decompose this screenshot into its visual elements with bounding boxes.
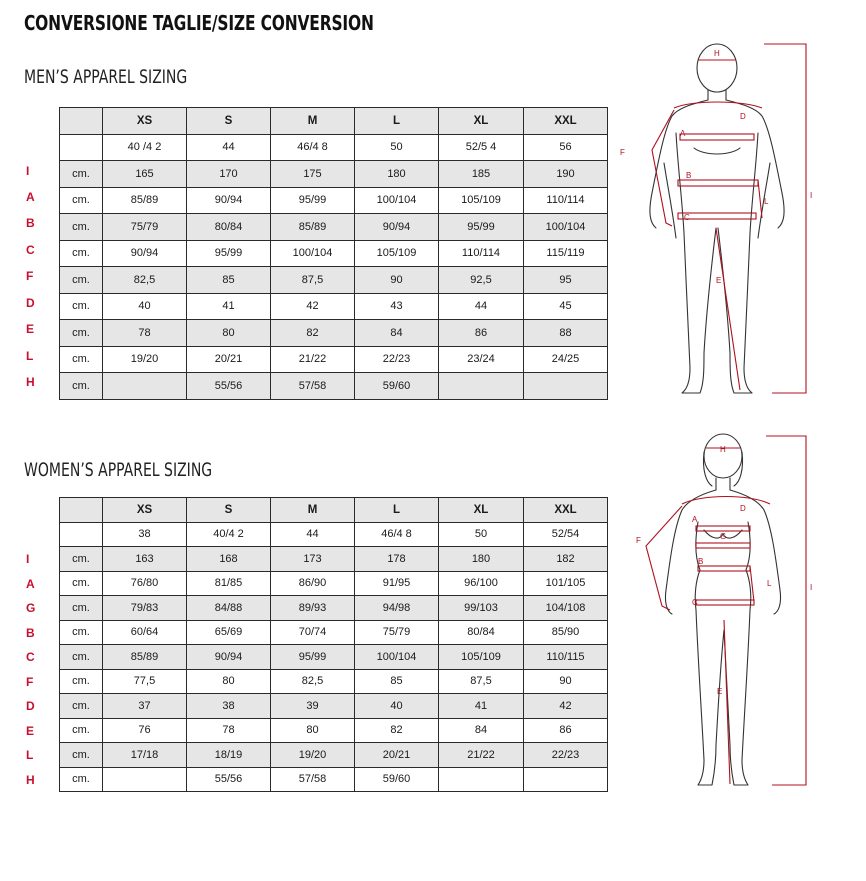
value-cell: 57/58 bbox=[271, 373, 355, 400]
women-measure-letter-i: I bbox=[26, 552, 30, 566]
women-size-header-row bbox=[60, 498, 608, 523]
unit-cell: cm. bbox=[60, 596, 103, 621]
men-section-title: MEN’S APPAREL SIZING bbox=[24, 66, 188, 88]
value-cell: 42 bbox=[271, 293, 355, 320]
eu-size-cell: 44 bbox=[187, 134, 271, 161]
value-cell: 185 bbox=[439, 161, 524, 188]
value-cell: 100/104 bbox=[355, 645, 439, 670]
table-row bbox=[60, 767, 608, 792]
value-cell: 44 bbox=[439, 293, 524, 320]
page-title: CONVERSIONE TAGLIE/SIZE CONVERSION bbox=[24, 11, 374, 35]
men-measure-letter-d: D bbox=[26, 296, 35, 310]
men-measure-letter-i: I bbox=[26, 164, 30, 178]
value-cell: 23/24 bbox=[439, 346, 524, 373]
value-cell: 95/99 bbox=[439, 214, 524, 241]
value-cell: 90/94 bbox=[187, 645, 271, 670]
value-cell: 21/22 bbox=[439, 743, 524, 768]
value-cell: 78 bbox=[187, 718, 271, 743]
figure-label-l: L bbox=[764, 197, 769, 206]
unit-cell: cm. bbox=[60, 373, 103, 400]
women-measure-letter-b: B bbox=[26, 626, 35, 640]
value-cell: 41 bbox=[187, 293, 271, 320]
figure-label-l: L bbox=[767, 579, 772, 588]
value-cell: 115/119 bbox=[524, 240, 608, 267]
value-cell: 96/100 bbox=[439, 571, 524, 596]
value-cell: 163 bbox=[103, 547, 187, 572]
men-size-table bbox=[59, 107, 608, 400]
value-cell: 82,5 bbox=[103, 267, 187, 294]
value-cell: 90/94 bbox=[103, 240, 187, 267]
size-header-xxl: XXL bbox=[524, 498, 608, 523]
value-cell: 100/104 bbox=[271, 240, 355, 267]
value-cell: 70/74 bbox=[271, 620, 355, 645]
table-row bbox=[60, 214, 608, 241]
women-measure-letter-c: C bbox=[26, 650, 35, 664]
men-measure-letter-f: F bbox=[26, 269, 34, 283]
eu-size-cell: 50 bbox=[439, 522, 524, 547]
eu-size-cell: 40 /4 2 bbox=[103, 134, 187, 161]
women-size-table bbox=[59, 497, 608, 792]
value-cell: 59/60 bbox=[355, 767, 439, 792]
table-row bbox=[60, 743, 608, 768]
unit-cell: cm. bbox=[60, 267, 103, 294]
value-cell: 168 bbox=[187, 547, 271, 572]
value-cell: 170 bbox=[187, 161, 271, 188]
table-row bbox=[60, 694, 608, 719]
figure-label-c: C bbox=[684, 213, 690, 222]
value-cell: 89/93 bbox=[271, 596, 355, 621]
value-cell: 75/79 bbox=[103, 214, 187, 241]
value-cell: 110/115 bbox=[524, 645, 608, 670]
size-header-xxl: XXL bbox=[524, 108, 608, 135]
value-cell: 80 bbox=[187, 320, 271, 347]
size-header-m: M bbox=[271, 498, 355, 523]
table-row bbox=[60, 320, 608, 347]
eu-size-cell: 38 bbox=[103, 522, 187, 547]
eu-size-cell: 50 bbox=[355, 134, 439, 161]
value-cell: 80 bbox=[271, 718, 355, 743]
figure-label-f: F bbox=[620, 148, 625, 157]
value-cell: 90/94 bbox=[187, 187, 271, 214]
figure-label-a: A bbox=[692, 515, 698, 524]
value-cell bbox=[103, 767, 187, 792]
size-header-l: L bbox=[355, 498, 439, 523]
men-eu-size-row bbox=[60, 134, 608, 161]
unit-cell: cm. bbox=[60, 767, 103, 792]
value-cell: 81/85 bbox=[187, 571, 271, 596]
unit-cell: cm. bbox=[60, 669, 103, 694]
women-measure-letter-d: D bbox=[26, 699, 35, 713]
eu-size-cell: 52/54 bbox=[524, 522, 608, 547]
value-cell: 78 bbox=[103, 320, 187, 347]
value-cell: 82 bbox=[355, 718, 439, 743]
value-cell: 43 bbox=[355, 293, 439, 320]
table-row bbox=[60, 620, 608, 645]
value-cell: 22/23 bbox=[524, 743, 608, 768]
figure-label-e: E bbox=[717, 687, 723, 696]
unit-cell: cm. bbox=[60, 214, 103, 241]
value-cell: 99/103 bbox=[439, 596, 524, 621]
empty-unit-cell bbox=[60, 522, 103, 547]
value-cell: 173 bbox=[271, 547, 355, 572]
unit-cell: cm. bbox=[60, 320, 103, 347]
value-cell: 40 bbox=[103, 293, 187, 320]
value-cell: 85 bbox=[355, 669, 439, 694]
men-measure-letter-l: L bbox=[26, 349, 34, 363]
value-cell: 110/114 bbox=[524, 187, 608, 214]
unit-cell: cm. bbox=[60, 346, 103, 373]
table-row bbox=[60, 547, 608, 572]
unit-cell: cm. bbox=[60, 718, 103, 743]
value-cell: 90 bbox=[524, 669, 608, 694]
value-cell: 55/56 bbox=[187, 373, 271, 400]
value-cell bbox=[524, 373, 608, 400]
table-row bbox=[60, 571, 608, 596]
women-section-title: WOMEN’S APPAREL SIZING bbox=[24, 459, 213, 481]
table-row bbox=[60, 187, 608, 214]
value-cell: 39 bbox=[271, 694, 355, 719]
value-cell: 100/104 bbox=[524, 214, 608, 241]
value-cell: 55/56 bbox=[187, 767, 271, 792]
men-size-header-row bbox=[60, 108, 608, 135]
value-cell: 65/69 bbox=[187, 620, 271, 645]
male-body-measurement-icon bbox=[612, 38, 812, 400]
size-header-xs: XS bbox=[103, 498, 187, 523]
table-row bbox=[60, 161, 608, 188]
value-cell: 79/83 bbox=[103, 596, 187, 621]
figure-label-d: D bbox=[740, 112, 746, 121]
value-cell: 75/79 bbox=[355, 620, 439, 645]
value-cell: 104/108 bbox=[524, 596, 608, 621]
value-cell bbox=[524, 767, 608, 792]
women-measure-letter-l: L bbox=[26, 748, 34, 762]
value-cell: 85/89 bbox=[271, 214, 355, 241]
value-cell: 110/114 bbox=[439, 240, 524, 267]
table-row bbox=[60, 346, 608, 373]
table-row bbox=[60, 373, 608, 400]
women-measure-letter-f: F bbox=[26, 675, 34, 689]
value-cell: 45 bbox=[524, 293, 608, 320]
value-cell: 105/109 bbox=[439, 187, 524, 214]
men-measure-letter-a: A bbox=[26, 190, 35, 204]
value-cell: 88 bbox=[524, 320, 608, 347]
value-cell: 100/104 bbox=[355, 187, 439, 214]
value-cell: 94/98 bbox=[355, 596, 439, 621]
value-cell: 165 bbox=[103, 161, 187, 188]
unit-cell: cm. bbox=[60, 293, 103, 320]
eu-size-cell: 46/4 8 bbox=[355, 522, 439, 547]
unit-cell: cm. bbox=[60, 743, 103, 768]
value-cell: 57/58 bbox=[271, 767, 355, 792]
value-cell: 86/90 bbox=[271, 571, 355, 596]
eu-size-cell: 56 bbox=[524, 134, 608, 161]
corner-cell bbox=[60, 108, 103, 135]
table-row bbox=[60, 718, 608, 743]
value-cell: 18/19 bbox=[187, 743, 271, 768]
value-cell: 60/64 bbox=[103, 620, 187, 645]
women-measure-letter-h: H bbox=[26, 773, 35, 787]
value-cell: 17/18 bbox=[103, 743, 187, 768]
value-cell: 105/109 bbox=[355, 240, 439, 267]
value-cell: 42 bbox=[524, 694, 608, 719]
value-cell: 22/23 bbox=[355, 346, 439, 373]
figure-label-d: D bbox=[740, 504, 746, 513]
eu-size-cell: 46/4 8 bbox=[271, 134, 355, 161]
value-cell bbox=[439, 767, 524, 792]
figure-label-i: I bbox=[810, 583, 813, 592]
value-cell: 82,5 bbox=[271, 669, 355, 694]
value-cell: 40 bbox=[355, 694, 439, 719]
value-cell: 90 bbox=[355, 267, 439, 294]
value-cell: 87,5 bbox=[439, 669, 524, 694]
value-cell: 19/20 bbox=[103, 346, 187, 373]
value-cell: 85 bbox=[187, 267, 271, 294]
value-cell: 101/105 bbox=[524, 571, 608, 596]
value-cell: 105/109 bbox=[439, 645, 524, 670]
eu-size-cell: 52/5 4 bbox=[439, 134, 524, 161]
value-cell: 85/90 bbox=[524, 620, 608, 645]
value-cell: 87,5 bbox=[271, 267, 355, 294]
value-cell: 21/22 bbox=[271, 346, 355, 373]
value-cell: 76 bbox=[103, 718, 187, 743]
value-cell: 20/21 bbox=[187, 346, 271, 373]
female-body-measurement-icon bbox=[612, 430, 812, 792]
value-cell: 91/95 bbox=[355, 571, 439, 596]
size-header-xl: XL bbox=[439, 108, 524, 135]
unit-cell: cm. bbox=[60, 620, 103, 645]
table-row bbox=[60, 645, 608, 670]
figure-label-h: H bbox=[720, 445, 726, 454]
figure-label-a: A bbox=[680, 129, 686, 138]
eu-size-cell: 40/4 2 bbox=[187, 522, 271, 547]
size-header-m: M bbox=[271, 108, 355, 135]
corner-cell bbox=[60, 498, 103, 523]
women-measure-letter-a: A bbox=[26, 577, 35, 591]
value-cell: 82 bbox=[271, 320, 355, 347]
unit-cell: cm. bbox=[60, 161, 103, 188]
value-cell: 84 bbox=[439, 718, 524, 743]
figure-label-i: I bbox=[810, 191, 813, 200]
size-header-xl: XL bbox=[439, 498, 524, 523]
size-header-s: S bbox=[187, 498, 271, 523]
size-header-l: L bbox=[355, 108, 439, 135]
unit-cell: cm. bbox=[60, 240, 103, 267]
value-cell: 80/84 bbox=[439, 620, 524, 645]
value-cell: 178 bbox=[355, 547, 439, 572]
figure-label-b: B bbox=[686, 171, 692, 180]
value-cell: 19/20 bbox=[271, 743, 355, 768]
value-cell: 95/99 bbox=[271, 645, 355, 670]
figure-label-g: G bbox=[720, 532, 727, 541]
value-cell: 80/84 bbox=[187, 214, 271, 241]
value-cell: 59/60 bbox=[355, 373, 439, 400]
value-cell: 86 bbox=[524, 718, 608, 743]
table-row bbox=[60, 669, 608, 694]
value-cell: 20/21 bbox=[355, 743, 439, 768]
value-cell: 77,5 bbox=[103, 669, 187, 694]
figure-label-b: B bbox=[698, 557, 704, 566]
value-cell: 175 bbox=[271, 161, 355, 188]
women-measure-letter-e: E bbox=[26, 724, 35, 738]
figure-label-f: F bbox=[636, 536, 641, 545]
value-cell: 85/89 bbox=[103, 187, 187, 214]
table-row bbox=[60, 240, 608, 267]
unit-cell: cm. bbox=[60, 187, 103, 214]
men-measure-letter-h: H bbox=[26, 375, 35, 389]
value-cell: 38 bbox=[187, 694, 271, 719]
value-cell: 182 bbox=[524, 547, 608, 572]
size-header-s: S bbox=[187, 108, 271, 135]
size-header-xs: XS bbox=[103, 108, 187, 135]
value-cell: 190 bbox=[524, 161, 608, 188]
women-measure-letter-g: G bbox=[26, 601, 36, 615]
figure-label-e: E bbox=[716, 276, 722, 285]
men-measure-letter-b: B bbox=[26, 216, 35, 230]
value-cell: 24/25 bbox=[524, 346, 608, 373]
value-cell: 180 bbox=[355, 161, 439, 188]
value-cell: 95/99 bbox=[271, 187, 355, 214]
value-cell: 92,5 bbox=[439, 267, 524, 294]
value-cell: 90/94 bbox=[355, 214, 439, 241]
value-cell bbox=[439, 373, 524, 400]
empty-unit-cell bbox=[60, 134, 103, 161]
value-cell: 76/80 bbox=[103, 571, 187, 596]
figure-label-c: C bbox=[692, 598, 698, 607]
men-measure-letter-e: E bbox=[26, 322, 35, 336]
value-cell: 85/89 bbox=[103, 645, 187, 670]
value-cell: 80 bbox=[187, 669, 271, 694]
value-cell bbox=[103, 373, 187, 400]
table-row bbox=[60, 596, 608, 621]
value-cell: 95/99 bbox=[187, 240, 271, 267]
value-cell: 84 bbox=[355, 320, 439, 347]
value-cell: 37 bbox=[103, 694, 187, 719]
value-cell: 95 bbox=[524, 267, 608, 294]
men-measure-letter-c: C bbox=[26, 243, 35, 257]
unit-cell: cm. bbox=[60, 645, 103, 670]
value-cell: 41 bbox=[439, 694, 524, 719]
table-row bbox=[60, 293, 608, 320]
unit-cell: cm. bbox=[60, 571, 103, 596]
table-row bbox=[60, 267, 608, 294]
women-eu-size-row bbox=[60, 522, 608, 547]
unit-cell: cm. bbox=[60, 547, 103, 572]
value-cell: 84/88 bbox=[187, 596, 271, 621]
eu-size-cell: 44 bbox=[271, 522, 355, 547]
value-cell: 180 bbox=[439, 547, 524, 572]
value-cell: 86 bbox=[439, 320, 524, 347]
figure-label-h: H bbox=[714, 49, 720, 58]
unit-cell: cm. bbox=[60, 694, 103, 719]
